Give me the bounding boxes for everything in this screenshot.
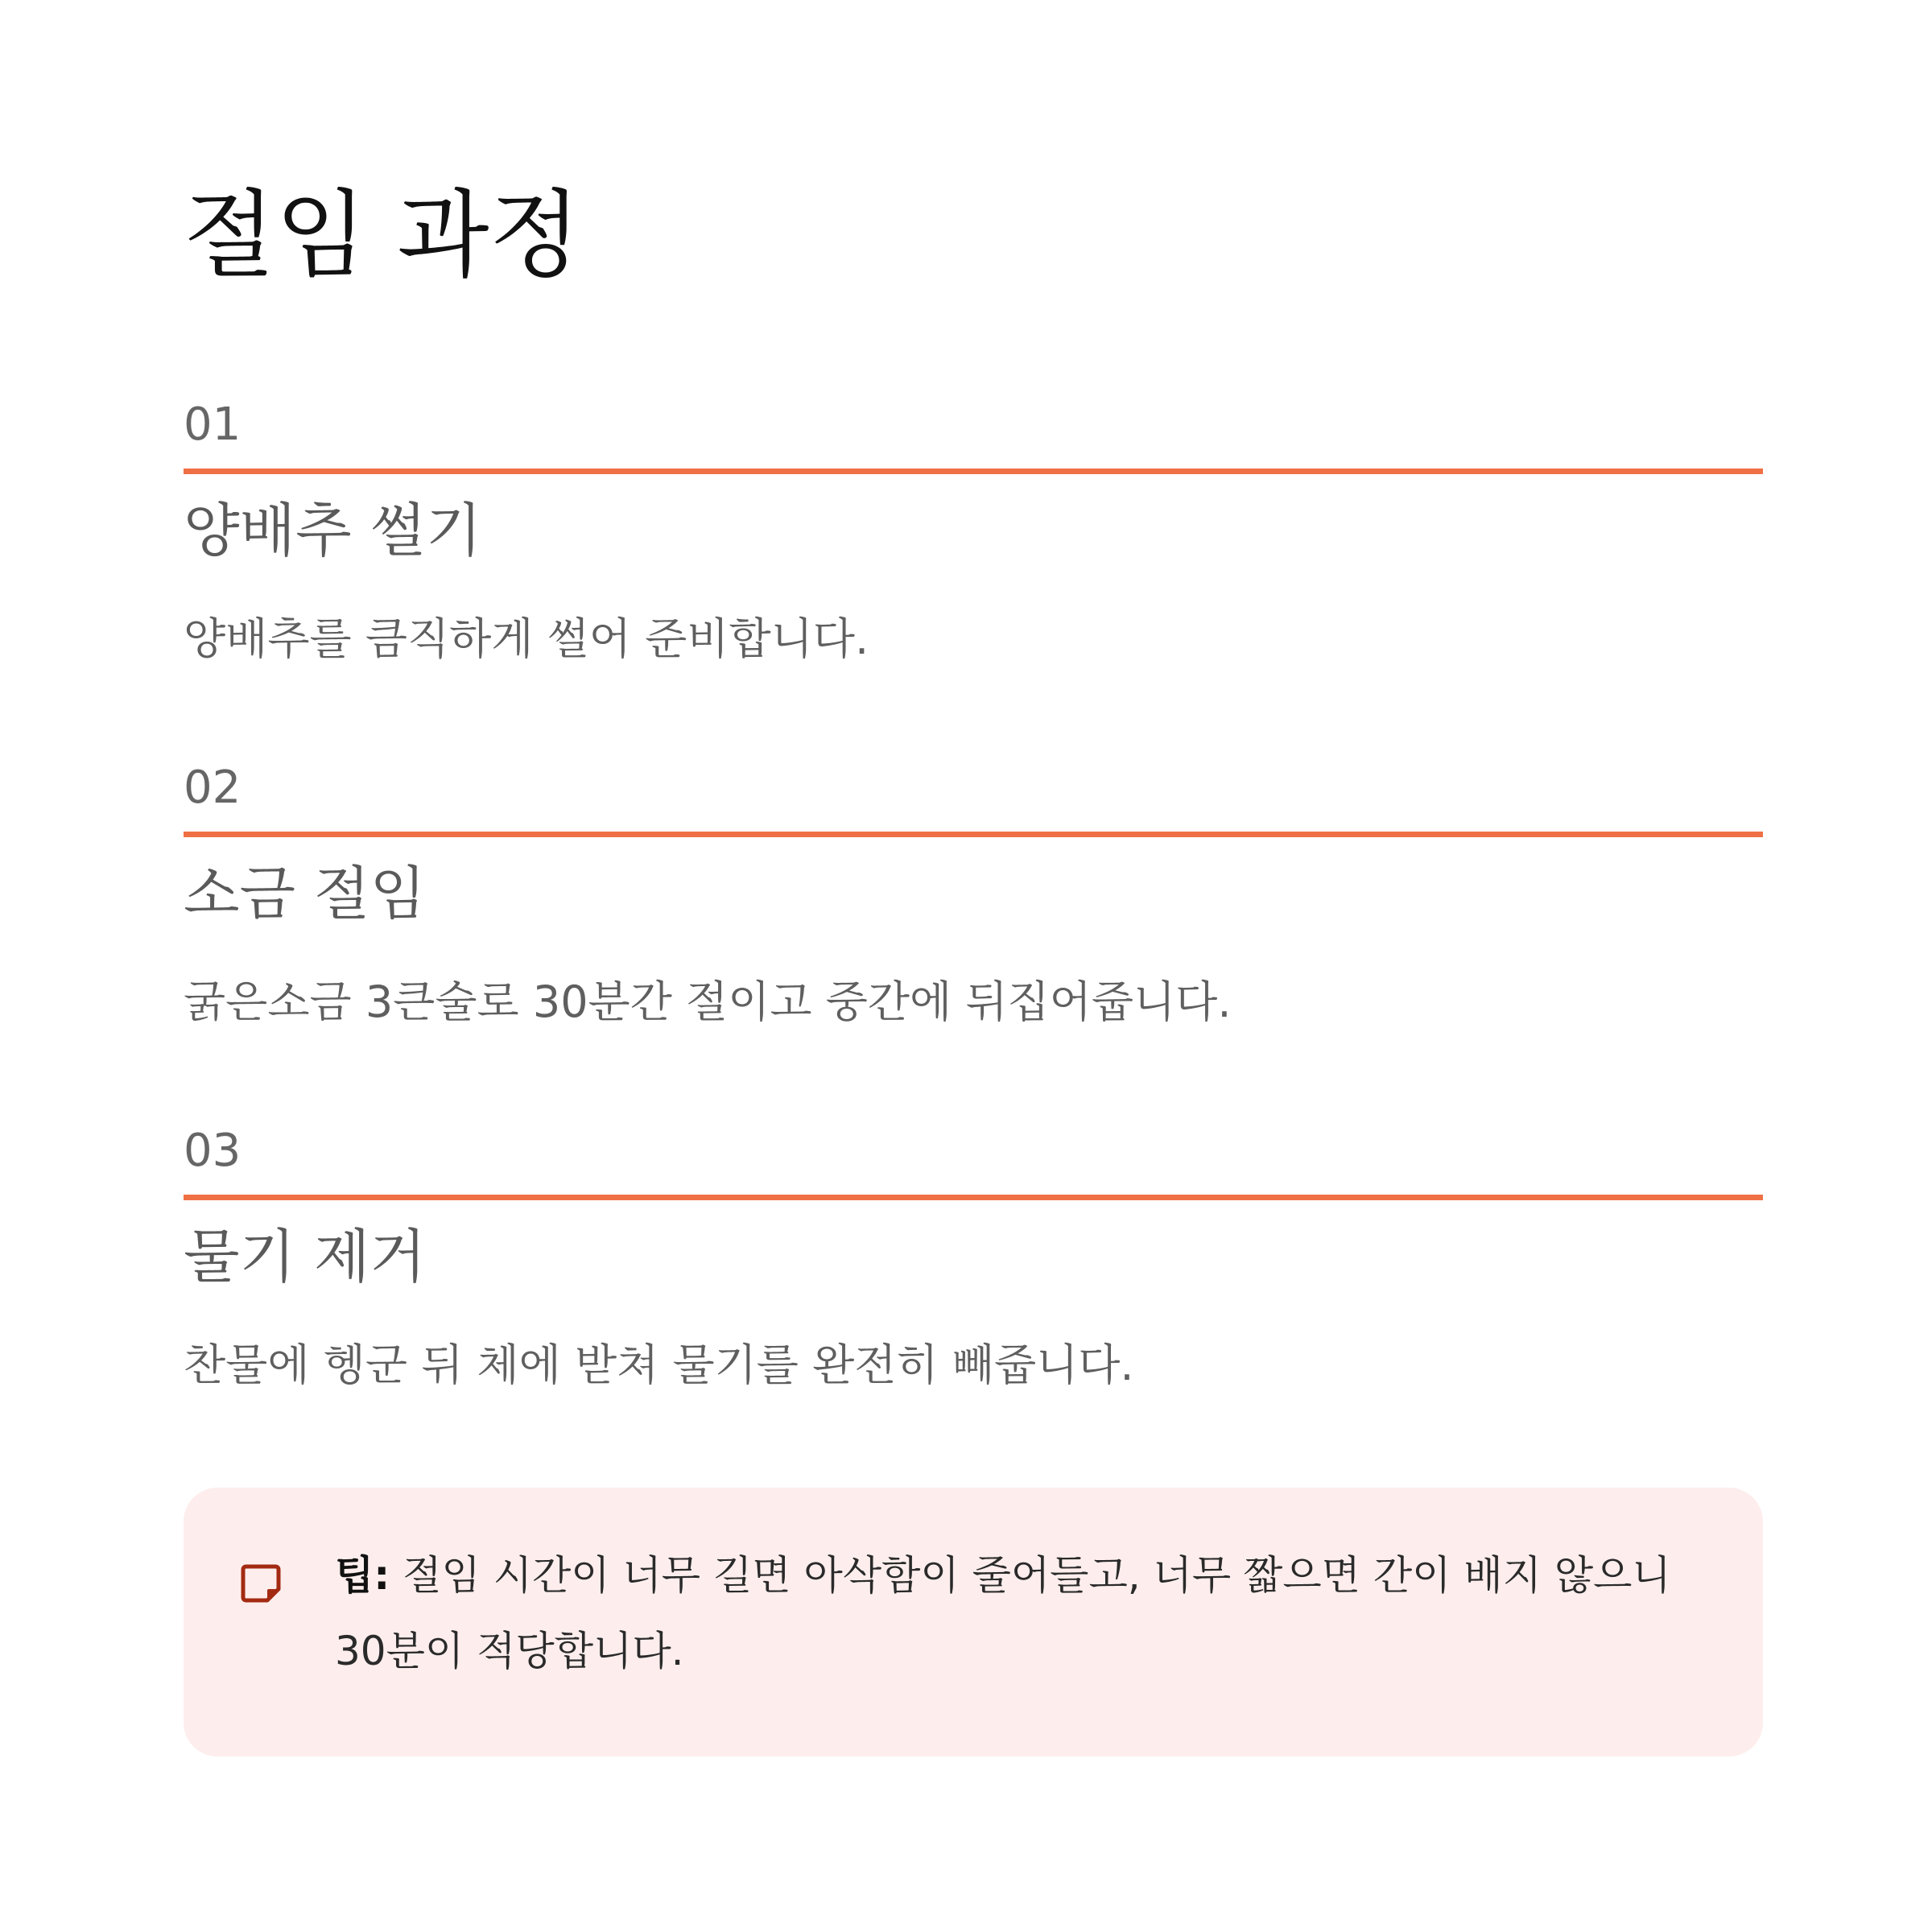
step-number: 01: [184, 398, 242, 451]
tip-body: 절임 시간이 너무 길면 아삭함이 줄어들고, 너무 짧으면 간이 배지 않으니 30분이 적당합니다.: [335, 1552, 1671, 1674]
step-divider: [184, 832, 1763, 837]
page-title: 절임 과정: [184, 180, 581, 291]
step-divider: [184, 1195, 1763, 1200]
tip-text: [335, 1538, 1703, 1689]
tip-label: 팁:: [335, 1552, 390, 1599]
step-divider: [184, 469, 1763, 474]
step-description: 양배추를 큼직하게 썰어 준비합니다.: [184, 613, 869, 664]
step-description: 찬물에 헹군 뒤 체에 받쳐 물기를 완전히 빼줍니다.: [184, 1340, 1134, 1390]
step-number: 03: [184, 1125, 242, 1177]
step-heading: 소금 절임: [184, 860, 427, 927]
step-number: 02: [184, 762, 242, 814]
step-heading: 양배추 썰기: [184, 497, 482, 564]
tip-callout: [184, 1488, 1763, 1757]
step-description: 굵은소금 3큰술로 30분간 절이고 중간에 뒤집어줍니다.: [184, 976, 1232, 1027]
step-heading: 물기 제거: [184, 1223, 427, 1290]
sticky-note-icon: [238, 1560, 283, 1605]
